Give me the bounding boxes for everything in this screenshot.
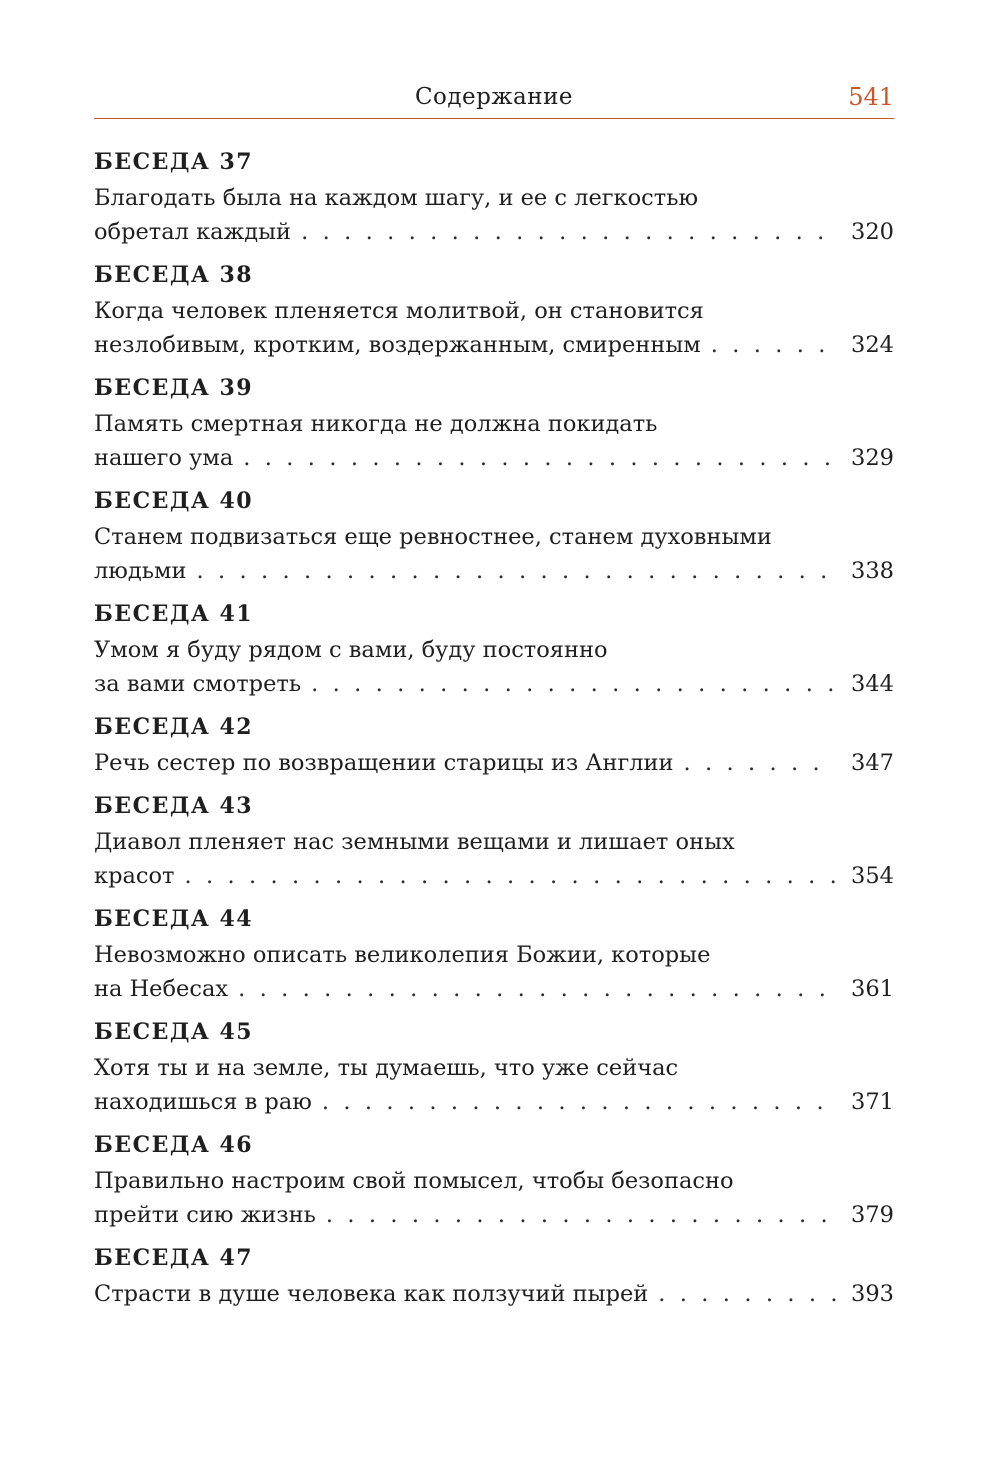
toc-entry xyxy=(94,902,894,1006)
dot-leader xyxy=(311,667,836,701)
toc-entry-final-line xyxy=(94,1198,894,1232)
dot-leader xyxy=(301,215,836,249)
toc-entry-page-number: 329 xyxy=(851,445,894,471)
toc-entry xyxy=(94,710,894,780)
toc-entry-title-line: Умом я буду рядом с вами, буду постоянно xyxy=(94,637,608,663)
dot-leader xyxy=(326,1198,836,1232)
toc-entry-label: БЕСЕДА 41 xyxy=(94,601,254,627)
toc-entry xyxy=(94,597,894,701)
toc-entry-title-line: обретал каждый xyxy=(94,219,292,245)
dot-leader xyxy=(243,441,836,475)
toc-entry xyxy=(94,789,894,893)
toc-entry-label: БЕСЕДА 43 xyxy=(94,793,254,819)
toc-entry-title-line: людьми xyxy=(94,558,187,584)
toc-entry-title-line: Благодать была на каждом шагу, и ее с легкостью xyxy=(94,185,699,211)
dot-leader xyxy=(238,972,836,1006)
toc-entry-page-number: 344 xyxy=(851,671,894,697)
toc-entry-title-line: за вами смотреть xyxy=(94,671,302,697)
toc-entry-title-line: нашего ума xyxy=(94,445,234,471)
toc-entry-title-line: Правильно настроим свой помысел, чтобы безопасно xyxy=(94,1168,734,1194)
toc-entry-label: БЕСЕДА 46 xyxy=(94,1132,254,1158)
toc-entry-title-line: Страсти в душе человека как ползучий пырей xyxy=(94,1281,649,1307)
page-number: 541 xyxy=(848,83,894,111)
toc-entry-final-line xyxy=(94,554,894,588)
toc-entry-title-line: Диавол пленяет нас земными вещами и лишает оных xyxy=(94,829,735,855)
toc-entry-title-line: находишься в раю xyxy=(94,1089,312,1115)
toc-entry-label: БЕСЕДА 44 xyxy=(94,906,254,932)
toc-entry-title-line: Память смертная никогда не должна покидать xyxy=(94,411,658,437)
toc-entry-page-number: 379 xyxy=(851,1202,894,1228)
dot-leader xyxy=(184,859,836,893)
toc-entry-title-line: Станем подвизаться еще ревностнее, станем духовными xyxy=(94,524,772,550)
toc-entry-page-number: 393 xyxy=(851,1281,894,1307)
toc-entry-label: БЕСЕДА 40 xyxy=(94,488,254,514)
toc-entry xyxy=(94,1015,894,1119)
toc-entry xyxy=(94,1241,894,1311)
toc-entry xyxy=(94,145,894,249)
toc-entry xyxy=(94,371,894,475)
toc-entry-final-line xyxy=(94,972,894,1006)
toc-entry-label: БЕСЕДА 42 xyxy=(94,714,254,740)
toc-entry-final-line xyxy=(94,328,894,362)
toc-entry-title-line: Когда человек пленяется молитвой, он становится xyxy=(94,298,704,324)
toc-entry-final-line xyxy=(94,1277,894,1311)
toc-entry xyxy=(94,1128,894,1232)
toc-entry xyxy=(94,258,894,362)
toc-entry-title-line: незлобивым, кротким, воздержанным, смиренным xyxy=(94,332,701,358)
toc-entry-title-line: Невозможно описать великолепия Божии, которые xyxy=(94,942,711,968)
toc-entry-title-line: на Небесах xyxy=(94,976,229,1002)
toc-entry xyxy=(94,484,894,588)
toc-entry-final-line xyxy=(94,746,894,780)
toc-entry-final-line xyxy=(94,1085,894,1119)
toc-entry-page-number: 320 xyxy=(851,219,894,245)
toc-entry-page-number: 338 xyxy=(851,558,894,584)
dot-leader xyxy=(658,1277,836,1311)
dot-leader xyxy=(322,1085,836,1119)
toc-entry-label: БЕСЕДА 37 xyxy=(94,149,254,175)
dot-leader xyxy=(196,554,836,588)
running-header xyxy=(94,78,894,119)
toc-entry-final-line xyxy=(94,667,894,701)
toc-entry-title-line: красот xyxy=(94,863,175,889)
toc-entry-final-line xyxy=(94,441,894,475)
toc-entry-label: БЕСЕДА 39 xyxy=(94,375,254,401)
toc-entry-title-line: Хотя ты и на земле, ты думаешь, что уже сейчас xyxy=(94,1055,679,1081)
dot-leader xyxy=(711,328,836,362)
book-page xyxy=(94,78,894,1320)
toc-entry-title-line: прейти сию жизнь xyxy=(94,1202,316,1228)
toc-entry-label: БЕСЕДА 38 xyxy=(94,262,254,288)
toc-entry-page-number: 371 xyxy=(851,1089,894,1115)
dot-leader xyxy=(684,746,836,780)
toc-entry-label: БЕСЕДА 47 xyxy=(94,1245,254,1271)
toc-entry-page-number: 354 xyxy=(851,863,894,889)
table-of-contents xyxy=(94,145,894,1311)
toc-entry-page-number: 324 xyxy=(851,332,894,358)
toc-entry-label: БЕСЕДА 45 xyxy=(94,1019,254,1045)
toc-entry-title-line: Речь сестер по возвращении старицы из Англии xyxy=(94,750,674,776)
running-title: Содержание xyxy=(414,84,574,110)
toc-entry-page-number: 361 xyxy=(851,976,894,1002)
toc-entry-final-line xyxy=(94,859,894,893)
toc-entry-page-number: 347 xyxy=(851,750,894,776)
toc-entry-final-line xyxy=(94,215,894,249)
